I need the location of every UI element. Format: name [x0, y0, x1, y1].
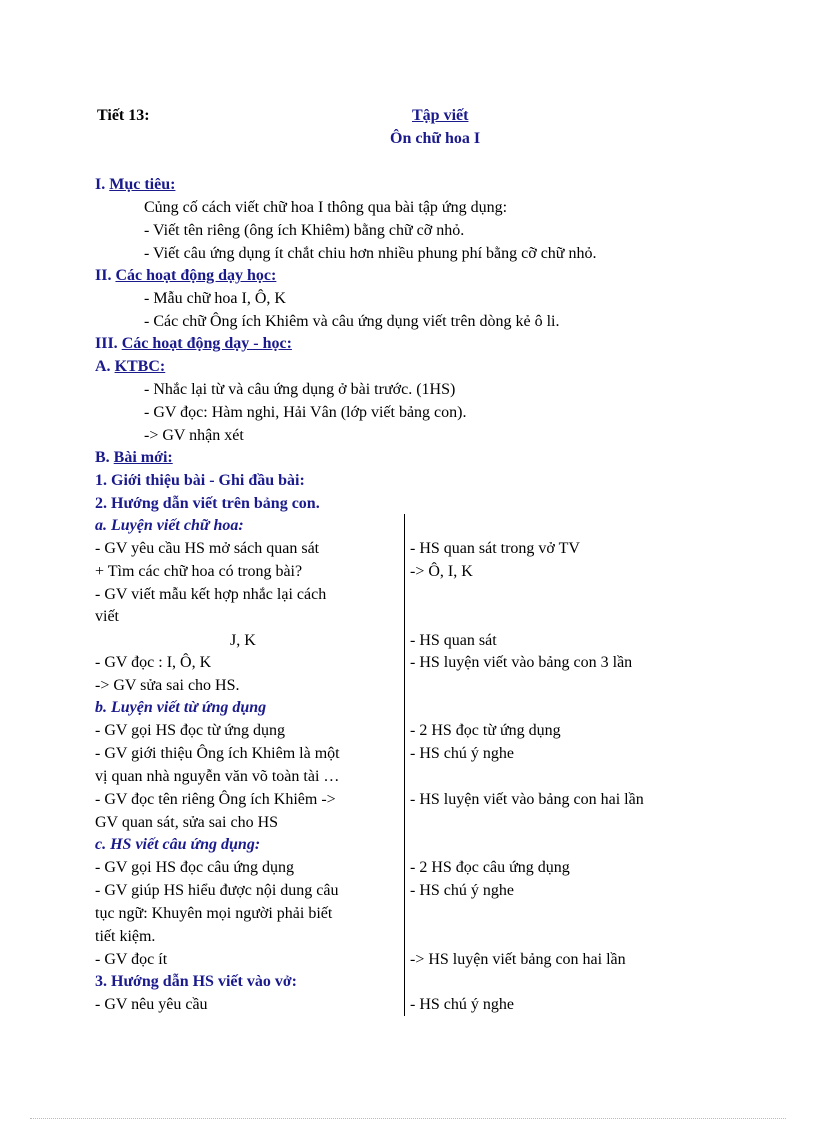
section-b-title: Bài mới:: [113, 449, 173, 466]
lesson-number: Tiết 13:: [97, 107, 150, 124]
section-1-number: I.: [95, 176, 106, 193]
teacher-step: - GV giúp HS hiểu được nội dung câu: [95, 882, 339, 899]
section-2-number: II.: [95, 267, 112, 284]
page-footer-rule: [30, 1118, 786, 1119]
teacher-step: J, K: [230, 632, 256, 649]
teacher-step: - GV đọc ít: [95, 951, 168, 968]
student-step: - HS luyện viết vào bảng con hai lần: [410, 791, 644, 808]
topic-title: Ôn chữ hoa I: [390, 130, 481, 147]
student-step: - HS chú ý nghe: [410, 882, 514, 899]
student-step: -> Ô, I, K: [410, 563, 473, 580]
teacher-step: vị quan nhà nguyễn văn võ toàn tài …: [95, 768, 340, 785]
objective-item: - Viết tên riêng (ông ích Khiêm) bằng chữ cỡ nhỏ.: [144, 222, 465, 239]
objective-item: - Viết câu ứng dụng ít chắt chiu hơn nhiều phung phí bằng cỡ chữ nhỏ.: [144, 245, 597, 262]
student-step: - HS luyện viết vào bảng con 3 lần: [410, 654, 633, 671]
teacher-step: - GV giới thiệu Ông ích Khiêm là một: [95, 745, 340, 762]
student-step: - HS quan sát trong vở TV: [410, 540, 580, 557]
part-a-title: a. Luyện viết chữ hoa:: [95, 517, 244, 534]
material-item: - Các chữ Ông ích Khiêm và câu ứng dụng viết trên dòng kẻ ô li.: [144, 313, 560, 330]
section-1-heading: [95, 175, 175, 195]
teacher-step: - GV gọi HS đọc câu ứng dụng: [95, 859, 295, 876]
student-step: - HS quan sát: [410, 632, 497, 649]
section-a-heading: [95, 357, 165, 377]
section-3-number: III.: [95, 335, 118, 352]
teacher-step: - GV viết mẫu kết hợp nhắc lại cách: [95, 586, 327, 603]
teacher-step: - GV đọc : I, Ô, K: [95, 654, 212, 671]
review-item: -> GV nhận xét: [144, 427, 244, 444]
student-step: - HS chú ý nghe: [410, 996, 514, 1013]
subject-title: Tập viết: [412, 107, 469, 124]
part-b-title: b. Luyện viết từ ứng dụng: [95, 699, 267, 716]
section-b-heading: [95, 448, 173, 468]
section-b-number: B.: [95, 449, 110, 466]
section-a-title: KTBC:: [114, 358, 166, 375]
section-2-heading: [95, 266, 276, 286]
review-item: - Nhắc lại từ và câu ứng dụng ở bài trước. (1HS): [144, 381, 456, 398]
teacher-step: - GV đọc tên riêng Ông ích Khiêm ->: [95, 791, 336, 808]
teacher-step: + Tìm các chữ hoa có trong bài?: [95, 563, 303, 580]
teacher-step: tiết kiệm.: [95, 928, 156, 945]
section-2-title: Các hoạt động dạy học:: [115, 267, 277, 284]
subsection-2: 2. Hướng dẫn viết trên bảng con.: [95, 495, 320, 512]
teacher-step: - GV gọi HS đọc từ ứng dụng: [95, 722, 285, 739]
review-item: - GV đọc: Hàm nghi, Hải Vân (lớp viết bảng con).: [144, 404, 467, 421]
teacher-step: tục ngữ: Khuyên mọi người phải biết: [95, 905, 333, 922]
student-step: - HS chú ý nghe: [410, 745, 514, 762]
student-step: - 2 HS đọc câu ứng dụng: [410, 859, 570, 876]
section-3-heading: [95, 334, 292, 354]
teacher-step: GV quan sát, sửa sai cho HS: [95, 814, 279, 831]
column-divider: [404, 514, 405, 1016]
section-a-number: A.: [95, 358, 111, 375]
teacher-step: viết: [95, 608, 119, 625]
teacher-step: - GV yêu cầu HS mở sách quan sát: [95, 540, 320, 557]
student-step: -> HS luyện viết bảng con hai lần: [410, 951, 626, 968]
section-3-title: Các hoạt động dạy - học:: [121, 335, 292, 352]
section-1-title: Mục tiêu:: [109, 176, 176, 193]
student-step: - 2 HS đọc từ ứng dụng: [410, 722, 561, 739]
teacher-step: -> GV sửa sai cho HS.: [95, 677, 240, 694]
subsection-1: 1. Giới thiệu bài - Ghi đầu bài:: [95, 472, 305, 489]
material-item: - Mẫu chữ hoa I, Ô, K: [144, 290, 286, 307]
subsection-3: 3. Hướng dẫn HS viết vào vở:: [95, 973, 298, 990]
teacher-step: - GV nêu yêu cầu: [95, 996, 208, 1013]
objective-item: Củng cố cách viết chữ hoa I thông qua bài tập ứng dụng:: [144, 199, 508, 216]
part-c-title: c. HS viết câu ứng dụng:: [95, 836, 261, 853]
